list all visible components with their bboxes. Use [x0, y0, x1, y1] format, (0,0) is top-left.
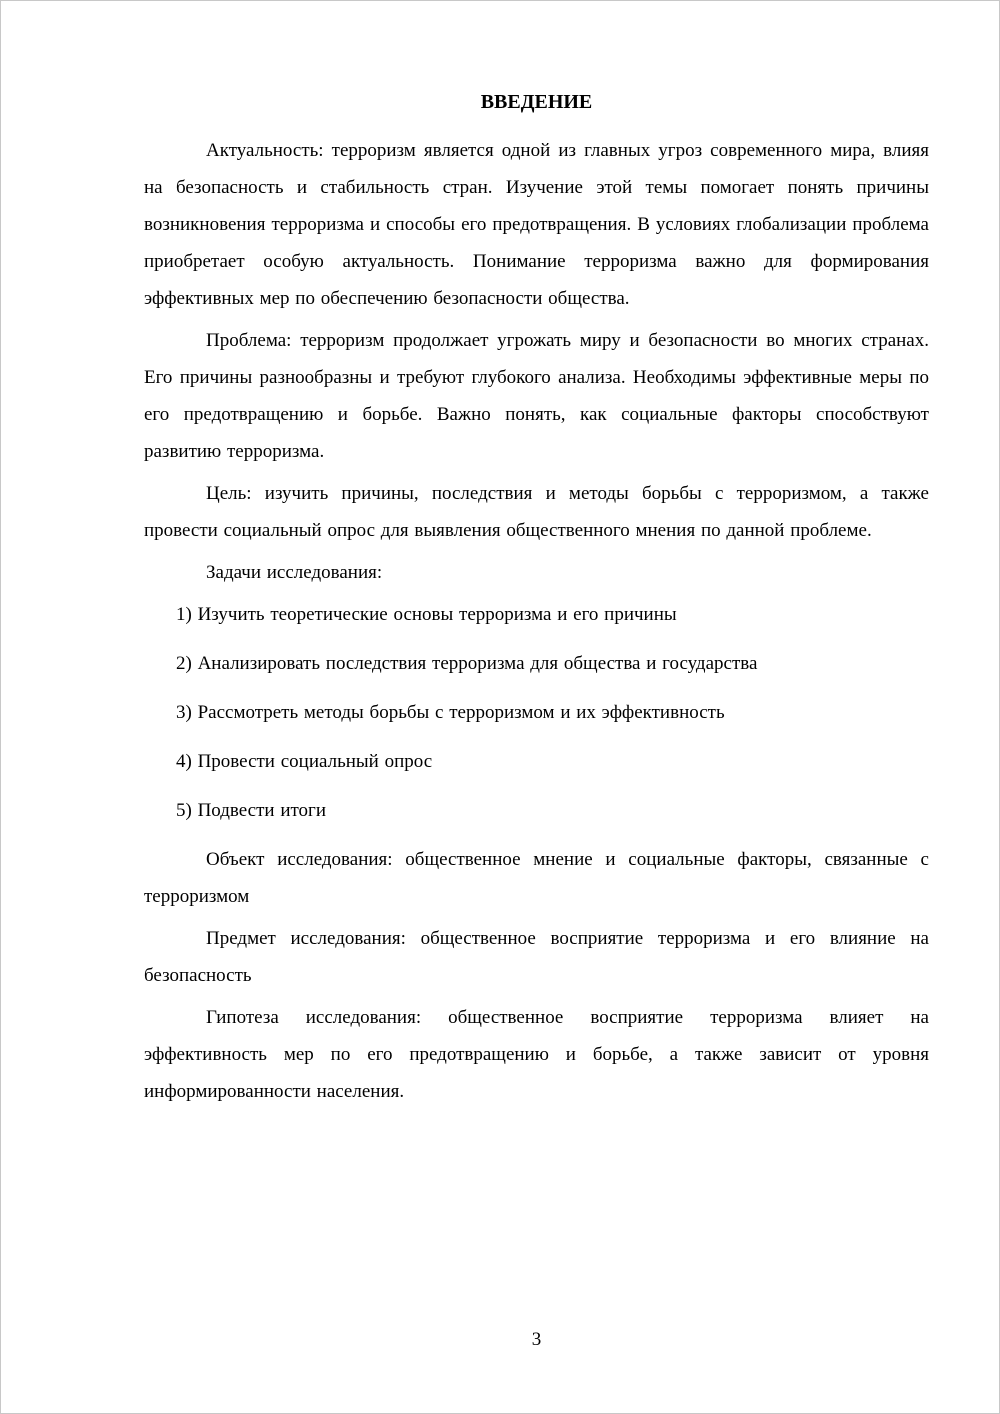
page-number: 3	[531, 1329, 542, 1350]
paragraph-subject: Предмет исследования: общественное восприятие терроризма и его влияние на безопасность	[144, 928, 929, 986]
task-item-5: 5) Подвести итоги	[176, 800, 327, 821]
paragraph-problem: Проблема: терроризм продолжает угрожать миру и безопасности во многих странах. Его причины разнообразны и требуют глубокого анализа. Необходимы эффективные меры по его предотвращению и борьбе. Важно понять, как социальные факторы способствуют развитию терроризма.	[144, 330, 929, 462]
page-title: ВВЕДЕНИЕ	[480, 91, 593, 113]
task-item-2: 2) Анализировать последствия терроризма для общества и государства	[176, 653, 758, 674]
paragraph-goal: Цель: изучить причины, последствия и методы борьбы с терроризмом, а также провести социальный опрос для выявления общественного мнения по данной проблеме.	[144, 483, 929, 541]
task-item-3: 3) Рассмотреть методы борьбы с терроризмом и их эффективность	[176, 702, 725, 723]
task-item-1: 1) Изучить теоретические основы терроризма и его причины	[176, 604, 677, 625]
task-item-4: 4) Провести социальный опрос	[176, 751, 433, 772]
paragraph-relevance: Актуальность: терроризм является одной из главных угроз современного мира, влияя на безопасность и стабильность стран. Изучение этой темы помогает понять причины возникновения терроризма и способы его предотвращения. В условиях глобализации проблема приобретает особую актуальность. Понимание терроризма важно для формирования эффективных мер по обеспечению безопасности общества.	[144, 140, 929, 309]
paragraph-object: Объект исследования: общественное мнение и социальные факторы, связанные с терроризмом	[144, 849, 929, 907]
paragraph-hypothesis: Гипотеза исследования: общественное восприятие терроризма влияет на эффективность мер по его предотвращению и борьбе, а также зависит от уровня информированности населения.	[144, 1007, 929, 1102]
tasks-heading: Задачи исследования:	[206, 562, 383, 583]
